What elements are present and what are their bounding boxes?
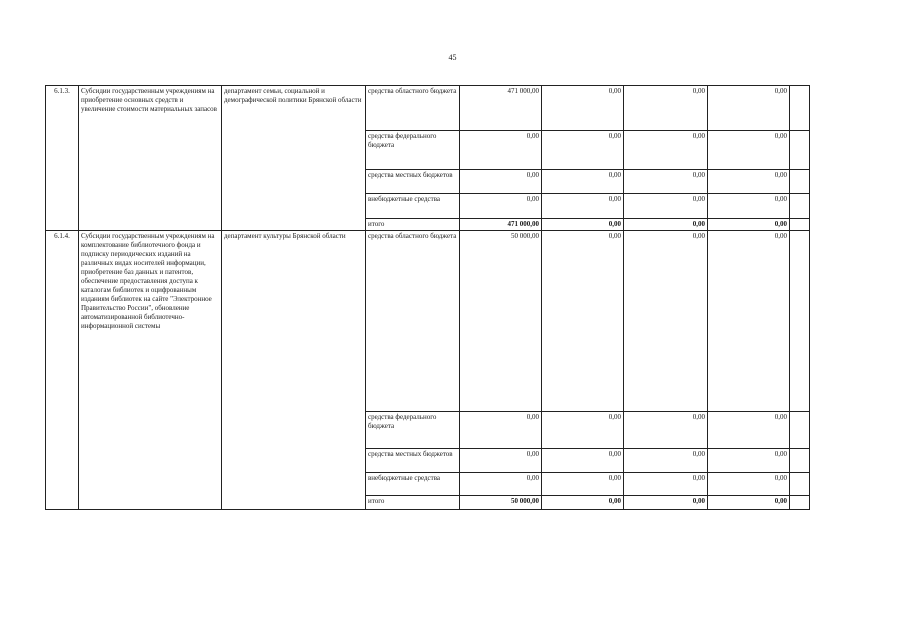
total-cell: 0,00: [624, 496, 708, 510]
amount-cell: 0,00: [624, 131, 708, 170]
empty-cell: [790, 219, 810, 231]
amount-cell: 0,00: [542, 131, 624, 170]
amount-cell: 0,00: [624, 231, 708, 412]
amount-cell: 0,00: [708, 449, 790, 473]
empty-cell: [790, 170, 810, 194]
amount-cell: 0,00: [708, 131, 790, 170]
amount-cell: 0,00: [624, 86, 708, 131]
total-cell: 471 000,00: [460, 219, 542, 231]
total-cell: 0,00: [542, 219, 624, 231]
amount-cell: 0,00: [708, 86, 790, 131]
amount-cell: 0,00: [460, 194, 542, 219]
table-row: [46, 231, 810, 412]
amount-cell: 0,00: [542, 194, 624, 219]
funding-source: средства федерального бюджета: [366, 131, 460, 170]
page-number: 45: [448, 53, 457, 62]
amount-cell: 0,00: [542, 170, 624, 194]
empty-cell: [790, 412, 810, 449]
amount-cell: 0,00: [624, 449, 708, 473]
amount-cell: 0,00: [624, 412, 708, 449]
amount-cell: 0,00: [708, 473, 790, 496]
funding-source-total: итого: [366, 496, 460, 510]
amount-cell: 0,00: [542, 449, 624, 473]
funding-source-total: итого: [366, 219, 460, 231]
total-cell: 0,00: [542, 496, 624, 510]
total-cell: 0,00: [708, 496, 790, 510]
amount-cell: 0,00: [708, 412, 790, 449]
funding-source: средства областного бюджета: [366, 86, 460, 131]
amount-cell: 471 000,00: [460, 86, 542, 131]
section-responsible: департамент культуры Брянской области: [222, 231, 366, 510]
funding-source: внебюджетные средства: [366, 194, 460, 219]
section-responsible: департамент семьи, социальной и демографической политики Брянской области: [222, 86, 366, 231]
section-code: 6.1.3.: [46, 86, 79, 231]
empty-cell: [790, 231, 810, 412]
amount-cell: 0,00: [708, 194, 790, 219]
empty-cell: [790, 194, 810, 219]
amount-cell: 0,00: [460, 170, 542, 194]
funding-source: средства федерального бюджета: [366, 412, 460, 449]
budget-table: [45, 85, 810, 510]
amount-cell: 0,00: [542, 473, 624, 496]
funding-source: средства местных бюджетов: [366, 170, 460, 194]
total-cell: 0,00: [624, 219, 708, 231]
funding-source: внебюджетные средства: [366, 473, 460, 496]
section-code: 6.1.4.: [46, 231, 79, 510]
amount-cell: 0,00: [460, 131, 542, 170]
total-cell: 50 000,00: [460, 496, 542, 510]
amount-cell: 0,00: [460, 412, 542, 449]
empty-cell: [790, 86, 810, 131]
section-description: Субсидии государственным учреждениям на комплектование библиотечного фонда и подписку периодических изданий на различных видах носителей информации, приобретение баз данных и патентов, обеспечение предоставления доступа к каталогам библиотек и оцифрованным изданиям библиотек на сайте "Электронное Правительство России", обновление автоматизированной библиотечно-информационной системы: [79, 231, 222, 510]
amount-cell: 0,00: [460, 449, 542, 473]
funding-source: средства местных бюджетов: [366, 449, 460, 473]
amount-cell: 0,00: [542, 231, 624, 412]
amount-cell: 50 000,00: [460, 231, 542, 412]
empty-cell: [790, 131, 810, 170]
amount-cell: 0,00: [624, 170, 708, 194]
amount-cell: 0,00: [708, 231, 790, 412]
empty-cell: [790, 473, 810, 496]
empty-cell: [790, 449, 810, 473]
empty-cell: [790, 496, 810, 510]
amount-cell: 0,00: [708, 170, 790, 194]
table-row: [46, 86, 810, 131]
amount-cell: 0,00: [542, 412, 624, 449]
total-cell: 0,00: [708, 219, 790, 231]
section-description: Субсидии государственным учреждениям на приобретение основных средств и увеличение стоимости материальных запасов: [79, 86, 222, 231]
amount-cell: 0,00: [624, 473, 708, 496]
amount-cell: 0,00: [624, 194, 708, 219]
amount-cell: 0,00: [542, 86, 624, 131]
amount-cell: 0,00: [460, 473, 542, 496]
funding-source: средства областного бюджета: [366, 231, 460, 412]
